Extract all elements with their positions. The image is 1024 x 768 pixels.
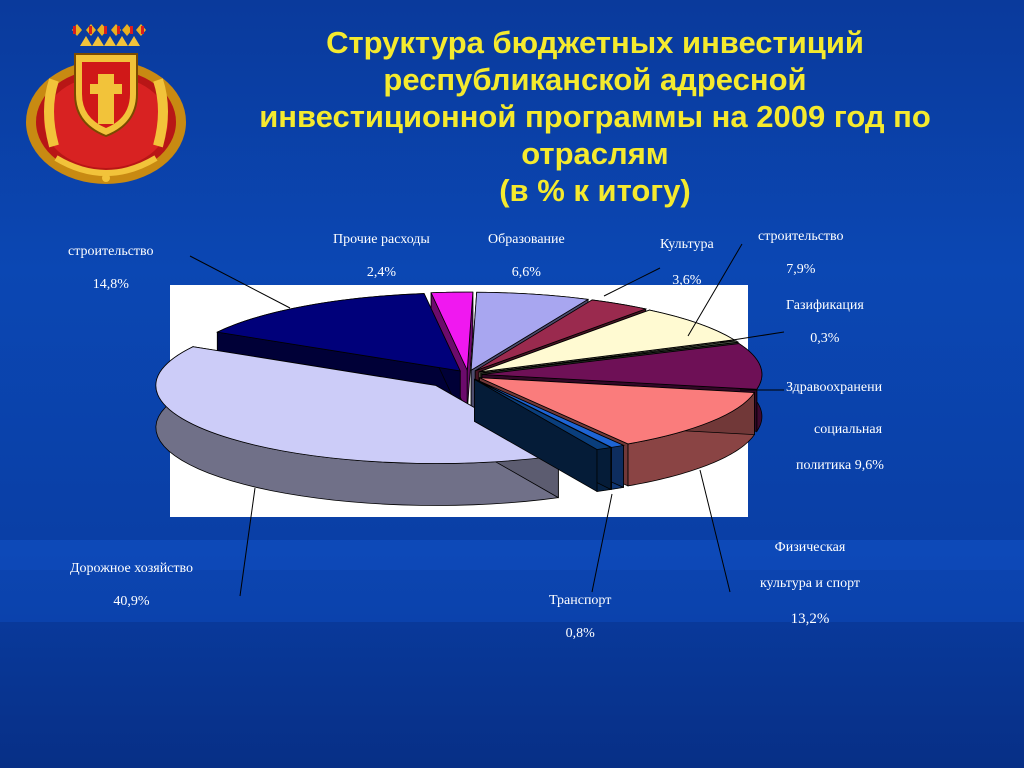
slice-label-value: 40,9%: [113, 594, 150, 609]
pie-slices: [156, 292, 762, 505]
slice-label-value: 3,6%: [672, 273, 702, 288]
slice-label-name: Газификация: [786, 298, 864, 313]
slice-label-name: Дорожное хозяйство: [70, 561, 194, 576]
slice-label-name: строительство: [68, 244, 154, 259]
slice-label-value: 2,4%: [366, 265, 396, 280]
title-line: республиканской адресной: [383, 62, 807, 97]
title-line: инвестиционной программы на 2009 год по: [259, 99, 931, 134]
slice-label-gasification: [786, 298, 864, 347]
slice-label-name: Прочие расходы: [333, 232, 430, 247]
slice-label-value: 6,6%: [511, 265, 541, 280]
slice-label-education: [488, 232, 565, 281]
slice-label-construction-left: [68, 244, 154, 293]
slice-label-roads: [70, 561, 193, 610]
slice-label-name: культура и спорт: [759, 576, 861, 591]
slice-label-value: 0,8%: [565, 626, 595, 641]
slice-label-name: социальная: [814, 422, 883, 437]
slice-label-value: 7,9%: [786, 262, 816, 277]
leader-line: [592, 494, 612, 592]
slice-label-culture: [660, 237, 714, 289]
slice-label-healthcare: [786, 380, 910, 474]
slice-label-value: 13,2%: [790, 611, 830, 627]
leader-line: [190, 256, 290, 308]
slice-label-name: строительство: [758, 229, 844, 244]
slice-label-value: политика 9,6%: [796, 458, 884, 473]
slice-label-name: Физическая: [774, 540, 846, 555]
slice-label-name: Транспорт: [549, 593, 612, 608]
slice-label-name: Культура: [660, 237, 714, 252]
title-line: отраслям: [521, 136, 669, 171]
slice-label-name: Образование: [488, 232, 565, 247]
slice-label-name: Здравоохранени: [786, 380, 883, 395]
title-line: Структура бюджетных инвестиций: [326, 25, 864, 60]
leader-line: [700, 470, 730, 592]
slice-label-value: 14,8%: [92, 277, 129, 292]
title-line: (в % к итогу): [499, 173, 691, 208]
leader-line: [604, 268, 660, 296]
slice-label-other: [333, 232, 430, 281]
slice-label-transport: [549, 593, 611, 642]
slice-label-value: 0,3%: [810, 331, 840, 346]
leader-line: [240, 488, 255, 596]
slice-label-construction-right: [758, 229, 844, 278]
slice-label-sports: [740, 540, 880, 627]
